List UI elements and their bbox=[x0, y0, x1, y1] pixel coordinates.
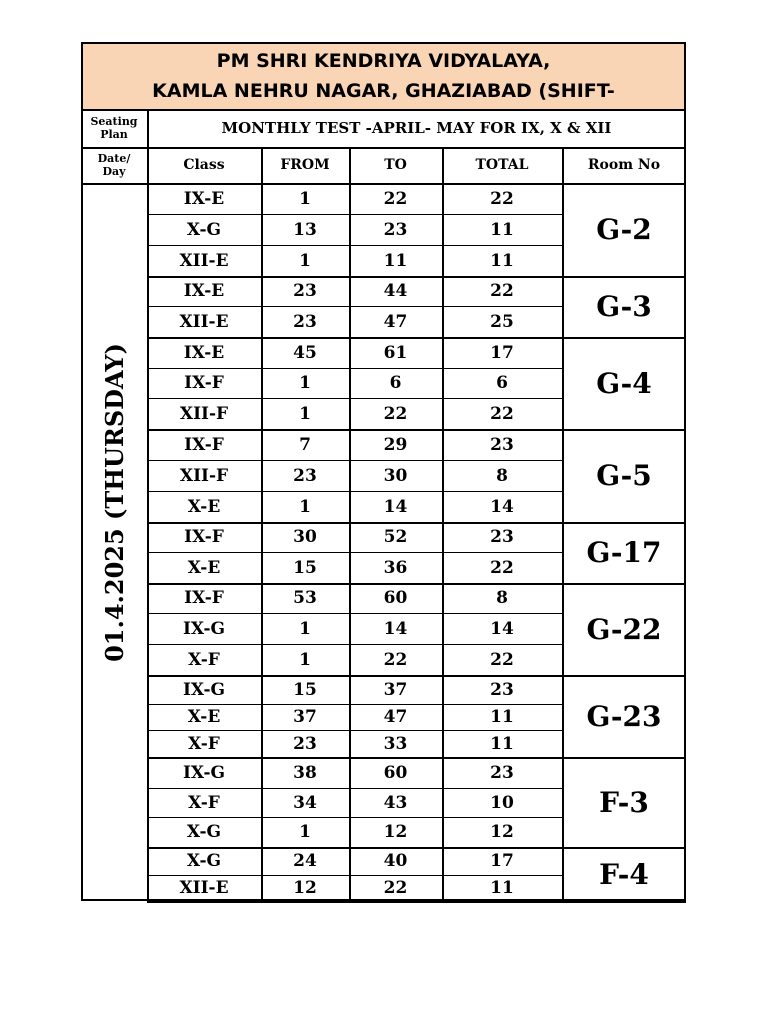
cell-class: XII-F bbox=[179, 465, 229, 486]
column-divider bbox=[562, 147, 564, 901]
cell-to: 6 bbox=[389, 373, 402, 393]
cell-class: X-E bbox=[187, 496, 221, 517]
room-no: G-22 bbox=[586, 612, 662, 646]
date-day-header-line2: Day bbox=[102, 165, 126, 178]
cell-to: 22 bbox=[383, 878, 408, 898]
cell-from: 37 bbox=[293, 707, 317, 727]
cell-total: 23 bbox=[490, 679, 514, 700]
column-divider bbox=[147, 109, 149, 901]
cell-to: 33 bbox=[383, 733, 408, 754]
cell-class: X-G bbox=[186, 851, 222, 871]
cell-from: 30 bbox=[293, 527, 317, 547]
cell-from: 45 bbox=[293, 342, 317, 363]
cell-total: 22 bbox=[490, 281, 514, 301]
cell-from: 23 bbox=[293, 733, 317, 754]
room-divider bbox=[562, 901, 686, 903]
header-to: TO bbox=[384, 157, 407, 173]
cell-from: 15 bbox=[293, 679, 317, 700]
cell-class: X-E bbox=[187, 707, 221, 727]
school-title-line2: KAMLA NEHRU NAGAR, GHAZIABAD (SHIFT- bbox=[152, 79, 615, 102]
cell-class: IX-G bbox=[182, 762, 226, 783]
cell-to: 14 bbox=[383, 496, 408, 517]
header-from: FROM bbox=[280, 157, 330, 173]
cell-to: 40 bbox=[383, 851, 408, 871]
cell-from: 15 bbox=[293, 557, 317, 578]
cell-total: 14 bbox=[490, 618, 514, 639]
cell-from: 24 bbox=[293, 851, 317, 871]
cell-from: 1 bbox=[299, 822, 311, 842]
cell-class: X-F bbox=[188, 792, 220, 813]
cell-from: 13 bbox=[293, 219, 317, 240]
cell-class: XII-F bbox=[179, 403, 229, 424]
cell-to: 44 bbox=[383, 281, 408, 301]
column-divider bbox=[442, 147, 444, 901]
cell-class: IX-F bbox=[184, 434, 224, 455]
seating-plan-label-line1: Seating bbox=[90, 115, 138, 128]
cell-class: X-F bbox=[188, 733, 220, 754]
cell-class: IX-G bbox=[182, 679, 226, 700]
room-no: G-3 bbox=[596, 290, 652, 323]
cell-total: 8 bbox=[496, 588, 508, 608]
header-total: TOTAL bbox=[475, 157, 529, 173]
cell-to: 29 bbox=[383, 434, 408, 455]
cell-class: X-G bbox=[186, 219, 222, 240]
cell-total: 23 bbox=[490, 527, 514, 547]
cell-to: 47 bbox=[383, 311, 408, 332]
room-no: F-3 bbox=[599, 785, 649, 819]
cell-from: 1 bbox=[299, 373, 311, 393]
cell-from: 23 bbox=[293, 311, 317, 332]
school-title-line1: PM SHRI KENDRIYA VIDYALAYA, bbox=[216, 49, 551, 72]
cell-from: 23 bbox=[293, 465, 317, 486]
cell-to: 22 bbox=[383, 403, 408, 424]
cell-total: 11 bbox=[490, 219, 514, 240]
cell-from: 53 bbox=[293, 588, 317, 608]
seating-plan-label-line2: Plan bbox=[100, 128, 128, 141]
room-no: F-4 bbox=[599, 857, 649, 891]
cell-class: X-G bbox=[186, 822, 222, 842]
date-day-header-line1: Date/ bbox=[97, 152, 131, 165]
column-divider bbox=[261, 147, 263, 901]
cell-to: 14 bbox=[383, 618, 408, 639]
cell-total: 14 bbox=[490, 496, 514, 517]
cell-total: 22 bbox=[490, 188, 514, 209]
cell-total: 22 bbox=[490, 403, 514, 424]
cell-total: 11 bbox=[490, 250, 514, 271]
cell-to: 37 bbox=[383, 679, 408, 700]
cell-to: 43 bbox=[383, 792, 408, 813]
group-divider bbox=[147, 901, 562, 903]
cell-total: 10 bbox=[490, 792, 514, 813]
cell-total: 6 bbox=[496, 373, 508, 393]
seating-plan-sheet bbox=[81, 42, 686, 901]
cell-to: 36 bbox=[383, 557, 408, 578]
header-divider bbox=[81, 147, 686, 149]
header-divider bbox=[81, 109, 686, 111]
cell-from: 34 bbox=[293, 792, 317, 813]
cell-total: 17 bbox=[490, 851, 514, 871]
room-no: G-23 bbox=[586, 699, 662, 733]
cell-from: 1 bbox=[299, 250, 311, 271]
cell-total: 12 bbox=[490, 822, 514, 842]
room-no: G-2 bbox=[596, 213, 652, 246]
cell-to: 11 bbox=[383, 250, 408, 271]
cell-total: 8 bbox=[496, 465, 508, 486]
cell-to: 22 bbox=[383, 188, 408, 209]
room-no: G-4 bbox=[596, 366, 652, 400]
cell-to: 52 bbox=[383, 527, 408, 547]
cell-to: 61 bbox=[383, 342, 408, 363]
cell-total: 22 bbox=[490, 649, 514, 670]
cell-to: 12 bbox=[383, 822, 408, 842]
cell-class: IX-F bbox=[184, 527, 224, 547]
cell-total: 25 bbox=[490, 311, 514, 332]
cell-class: IX-G bbox=[182, 618, 226, 639]
header-room-no: Room No bbox=[587, 157, 661, 173]
cell-to: 30 bbox=[383, 465, 408, 486]
cell-class: IX-F bbox=[184, 373, 224, 393]
cell-to: 60 bbox=[383, 762, 408, 783]
cell-total: 11 bbox=[490, 878, 514, 898]
cell-class: IX-F bbox=[184, 588, 224, 608]
room-no: G-5 bbox=[596, 459, 652, 492]
exam-date: 01.4.2025 (THURSDAY) bbox=[99, 342, 129, 662]
column-divider bbox=[349, 147, 351, 901]
cell-total: 17 bbox=[490, 342, 514, 363]
cell-total: 22 bbox=[490, 557, 514, 578]
table-border bbox=[81, 42, 686, 901]
room-no: G-17 bbox=[586, 536, 662, 569]
cell-class: XII-E bbox=[179, 311, 229, 332]
cell-total: 11 bbox=[490, 733, 514, 754]
cell-total: 11 bbox=[490, 707, 514, 727]
header-divider bbox=[81, 183, 686, 185]
cell-class: X-E bbox=[187, 557, 221, 578]
cell-from: 7 bbox=[299, 434, 311, 455]
cell-from: 1 bbox=[299, 403, 311, 424]
cell-from: 1 bbox=[299, 188, 311, 209]
cell-to: 60 bbox=[383, 588, 408, 608]
cell-class: XII-E bbox=[179, 878, 229, 898]
cell-class: X-F bbox=[188, 649, 220, 670]
cell-class: XII-E bbox=[179, 250, 229, 271]
cell-to: 23 bbox=[383, 219, 408, 240]
cell-from: 1 bbox=[299, 649, 311, 670]
cell-from: 23 bbox=[293, 281, 317, 301]
cell-total: 23 bbox=[490, 434, 514, 455]
cell-from: 12 bbox=[293, 878, 317, 898]
cell-to: 47 bbox=[383, 707, 408, 727]
header-class: Class bbox=[183, 157, 225, 173]
cell-from: 1 bbox=[299, 618, 311, 639]
exam-subtitle: MONTHLY TEST -APRIL- MAY FOR IX, X & XII bbox=[221, 119, 612, 137]
cell-class: IX-E bbox=[183, 342, 225, 363]
cell-total: 23 bbox=[490, 762, 514, 783]
cell-class: IX-E bbox=[183, 188, 225, 209]
cell-from: 38 bbox=[293, 762, 317, 783]
cell-to: 22 bbox=[383, 649, 408, 670]
cell-from: 1 bbox=[299, 496, 311, 517]
cell-class: IX-E bbox=[183, 281, 225, 301]
